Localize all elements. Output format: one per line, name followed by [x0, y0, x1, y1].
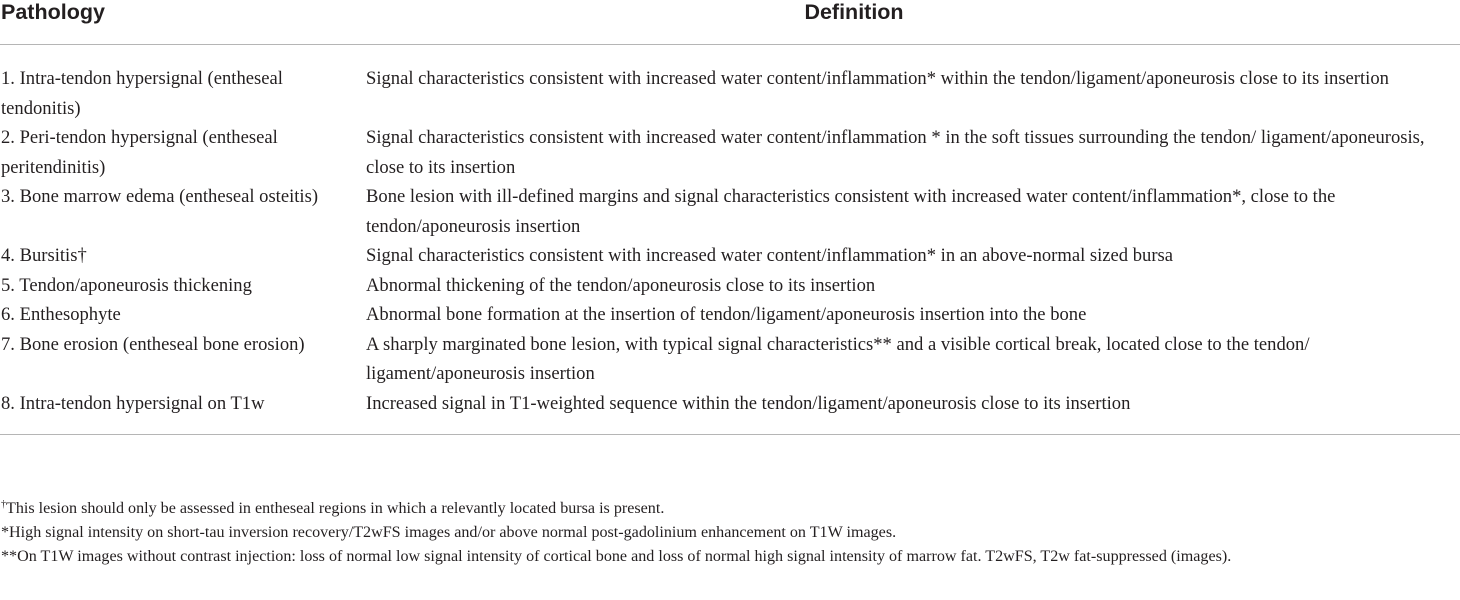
table-row — [0, 123, 1460, 182]
table-header — [0, 0, 1460, 45]
definition-cell: Signal characteristics consistent with increased water content/inflammation* within the tendon/ligament/aponeurosis close to its insertion — [366, 68, 1389, 89]
definition-cell: Signal characteristics consistent with increased water content/inflammation * in the soft tissues surrounding the tendon/ ligament/aponeurosis, close to its insertion — [366, 127, 1425, 178]
footnote-double-asterisk — [0, 545, 1460, 569]
pathology-cell: 3. Bone marrow edema (entheseal osteitis) — [1, 186, 319, 207]
table-row — [0, 241, 1460, 271]
pathology-cell: 8. Intra-tendon hypersignal on T1w — [0, 389, 366, 435]
footnote-mark: † — [1, 499, 6, 510]
pathology-cell: 2. Peri-tendon hypersignal (entheseal peritendinitis) — [1, 127, 278, 178]
pathology-cell: 5. Tendon/aponeurosis thickening — [1, 274, 252, 296]
header-row — [0, 0, 1460, 45]
table-row — [0, 389, 1460, 435]
definition-cell: Abnormal bone formation at the insertion of tendon/ligament/aponeurosis insertion into the bone — [366, 304, 1087, 325]
footnote-text: **On T1W images without contrast injection: loss of normal low signal intensity of cortical bone and loss of normal high signal intensity of marrow fat. T2wFS, T2w fat-suppressed (images). — [1, 548, 1232, 565]
table-row — [0, 330, 1460, 389]
table-body — [0, 45, 1460, 435]
pathology-cell: 6. Enthesophyte — [1, 304, 121, 325]
definition-cell: Signal characteristics consistent with increased water content/inflammation* in an above-normal sized bursa — [366, 245, 1174, 266]
table-row — [0, 45, 1460, 124]
table-row — [0, 271, 1460, 301]
column-header-definition: Definition — [366, 0, 1460, 45]
table-footnotes — [0, 497, 1460, 569]
table-row — [0, 300, 1460, 330]
pathology-cell: 4. Bursitis† — [1, 245, 87, 266]
footnote-text: This lesion should only be assessed in entheseal regions in which a relevantly located bursa is present. — [6, 500, 665, 517]
definition-cell: Increased signal in T1-weighted sequence within the tendon/ligament/aponeurosis close to its insertion — [366, 389, 1460, 435]
footnote-asterisk — [0, 521, 1460, 545]
column-header-pathology: Pathology — [0, 0, 366, 45]
pathology-cell: 7. Bone erosion (entheseal bone erosion) — [1, 333, 305, 355]
definition-cell: Abnormal thickening of the tendon/aponeurosis close to its insertion — [366, 274, 876, 296]
pathology-cell: 1. Intra-tendon hypersignal (entheseal tendonitis) — [1, 68, 283, 119]
table-row — [0, 182, 1460, 241]
definition-cell: A sharply marginated bone lesion, with typical signal characteristics** and a visible cortical break, located close to the tendon/ ligament/aponeurosis insertion — [366, 333, 1310, 384]
definition-cell: Bone lesion with ill-defined margins and signal characteristics consistent with increased water content/inflammation*, close to the tendon/aponeurosis insertion — [366, 186, 1336, 237]
footnote-dagger — [0, 497, 1460, 521]
footnote-text: *High signal intensity on short-tau inversion recovery/T2wFS images and/or above normal post-gadolinium enhancement on T1W images. — [1, 524, 897, 541]
